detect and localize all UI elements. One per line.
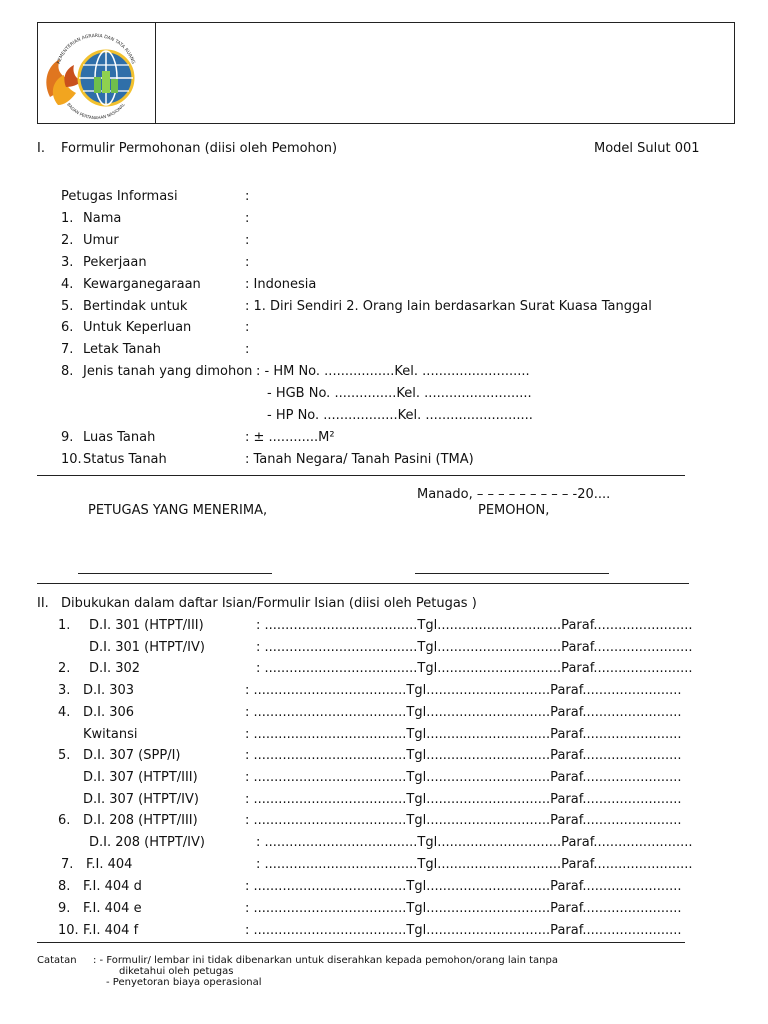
jenis-line-hgb: - HGB No. ...............Kel. ..........................: [267, 386, 532, 401]
row-num: 5.: [58, 748, 71, 763]
field-label-jenis: Jenis tanah yang dimohon: [83, 364, 253, 379]
note-label: Catatan: [37, 955, 77, 966]
row-entry: : .....................................Tgl..............................Paraf........................: [245, 770, 682, 785]
field-label-luas: Luas Tanah: [83, 430, 156, 445]
signature-line-pemohon: [415, 573, 609, 574]
field-label-umur: Umur: [83, 233, 119, 248]
model-code: Model Sulut 001: [594, 141, 700, 156]
row-label: D.I. 307 (HTPT/III): [83, 770, 198, 785]
field-num: 9.: [61, 430, 74, 445]
petugas-informasi-label: Petugas Informasi: [61, 189, 178, 204]
row-entry: : .....................................Tgl..............................Paraf........................: [256, 640, 693, 655]
field-value-bertindak: : 1. Diri Sendiri 2. Orang lain berdasarkan Surat Kuasa Tanggal: [245, 299, 652, 314]
logo-box: [37, 22, 156, 124]
field-num: 6.: [61, 320, 74, 335]
field-label-nama: Nama: [83, 211, 122, 226]
bpn-logo-icon: [38, 23, 155, 123]
signature-line-petugas: [78, 573, 272, 574]
field-value-nama: :: [245, 211, 250, 226]
row-label: F.I. 404 f: [83, 923, 139, 938]
field-value-pekerjaan: :: [245, 255, 250, 270]
row-label: F.I. 404 d: [83, 879, 142, 894]
note-line-3: - Penyetoran biaya operasional: [106, 977, 262, 988]
field-num: 10.: [61, 452, 82, 467]
note-line-1: : - Formulir/ lembar ini tidak dibenarkan untuk diserahkan kepada pemohon/orang lain tanpa: [93, 955, 558, 966]
row-num: 3.: [58, 683, 71, 698]
row-num: 9.: [58, 901, 71, 916]
row-entry: : .....................................Tgl..............................Paraf........................: [245, 879, 682, 894]
row-entry: : .....................................Tgl..............................Paraf........................: [245, 813, 682, 828]
row-num: 8.: [58, 879, 71, 894]
svg-text:KEMENTERIAN AGRARIA DAN TATA R: KEMENTERIAN AGRARIA DAN TATA RUANG: [56, 33, 136, 65]
row-label: Kwitansi: [83, 727, 138, 742]
row-entry: : .....................................Tgl..............................Paraf........................: [245, 727, 682, 742]
field-label-status: Status Tanah: [83, 452, 167, 467]
field-num: 7.: [61, 342, 74, 357]
section1-title: Formulir Permohonan (diisi oleh Pemohon): [61, 141, 338, 156]
row-label: D.I. 302: [89, 661, 141, 676]
row-label: D.I. 307 (HTPT/IV): [83, 792, 199, 807]
field-value-umur: :: [245, 233, 250, 248]
field-value-status: : Tanah Negara/ Tanah Pasini (TMA): [245, 452, 474, 467]
petugas-menerima-label: PETUGAS YANG MENERIMA,: [88, 503, 268, 518]
row-num: 4.: [58, 705, 71, 720]
field-num: 4.: [61, 277, 74, 292]
row-label: D.I. 208 (HTPT/III): [83, 813, 198, 828]
field-num: 8.: [61, 364, 74, 379]
row-entry: : .....................................Tgl..............................Paraf........................: [245, 705, 682, 720]
section1-numeral: I.: [37, 141, 45, 156]
divider: [37, 475, 685, 476]
row-num: 1.: [58, 618, 71, 633]
section2-numeral: II.: [37, 596, 49, 611]
row-label: D.I. 307 (SPP/I): [83, 748, 181, 763]
row-entry: : .....................................Tgl..............................Paraf........................: [256, 857, 693, 872]
row-label: D.I. 301 (HTPT/IV): [89, 640, 205, 655]
pemohon-label: PEMOHON,: [478, 503, 550, 518]
header-title-box: [155, 22, 735, 124]
row-entry: : .....................................Tgl..............................Paraf........................: [245, 901, 682, 916]
divider: [37, 942, 685, 943]
row-entry: : .....................................Tgl..............................Paraf........................: [256, 661, 693, 676]
note-line-2: diketahui oleh petugas: [119, 966, 234, 977]
field-label-letak: Letak Tanah: [83, 342, 161, 357]
row-num: 2.: [58, 661, 71, 676]
row-entry: : .....................................Tgl..............................Paraf........................: [245, 923, 682, 938]
field-value-letak: :: [245, 342, 250, 357]
row-label: D.I. 303: [83, 683, 135, 698]
field-label-bertindak: Bertindak untuk: [83, 299, 188, 314]
field-num: 3.: [61, 255, 74, 270]
field-num: 1.: [61, 211, 74, 226]
field-value-kewarganegaraan: : Indonesia: [245, 277, 317, 292]
field-label-keperluan: Untuk Keperluan: [83, 320, 192, 335]
row-label: D.I. 208 (HTPT/IV): [89, 835, 205, 850]
row-num: 6.: [58, 813, 71, 828]
section2-title: Dibukukan dalam daftar Isian/Formulir Isian (diisi oleh Petugas ): [61, 596, 477, 611]
row-entry: : .....................................Tgl..............................Paraf........................: [256, 835, 693, 850]
field-label-pekerjaan: Pekerjaan: [83, 255, 147, 270]
jenis-line-hp: - HP No. ..................Kel. ..........................: [267, 408, 533, 423]
field-label-kewarganegaraan: Kewarganegaraan: [83, 277, 201, 292]
svg-text:BADAN PERTANAHAN NASIONAL: BADAN PERTANAHAN NASIONAL: [66, 101, 126, 121]
row-entry: : .....................................Tgl..............................Paraf........................: [256, 618, 693, 633]
field-value-keperluan: :: [245, 320, 250, 335]
row-num: 7.: [61, 857, 74, 872]
field-value-luas: : ± ............M²: [245, 430, 335, 445]
field-num: 2.: [61, 233, 74, 248]
jenis-line-hm: : - HM No. .................Kel. ..........................: [256, 364, 530, 379]
row-entry: : .....................................Tgl..............................Paraf........................: [245, 792, 682, 807]
petugas-informasi-colon: :: [245, 189, 250, 204]
row-entry: : .....................................Tgl..............................Paraf........................: [245, 748, 682, 763]
row-label: F.I. 404: [86, 857, 133, 872]
row-num: 10.: [58, 923, 79, 938]
row-label: D.I. 301 (HTPT/III): [89, 618, 204, 633]
row-entry: : .....................................Tgl..............................Paraf........................: [245, 683, 682, 698]
row-label: D.I. 306: [83, 705, 135, 720]
row-label: F.I. 404 e: [83, 901, 142, 916]
place-date: Manado, – – – – – – – – – -20....: [417, 487, 611, 502]
field-num: 5.: [61, 299, 74, 314]
divider: [37, 583, 689, 584]
